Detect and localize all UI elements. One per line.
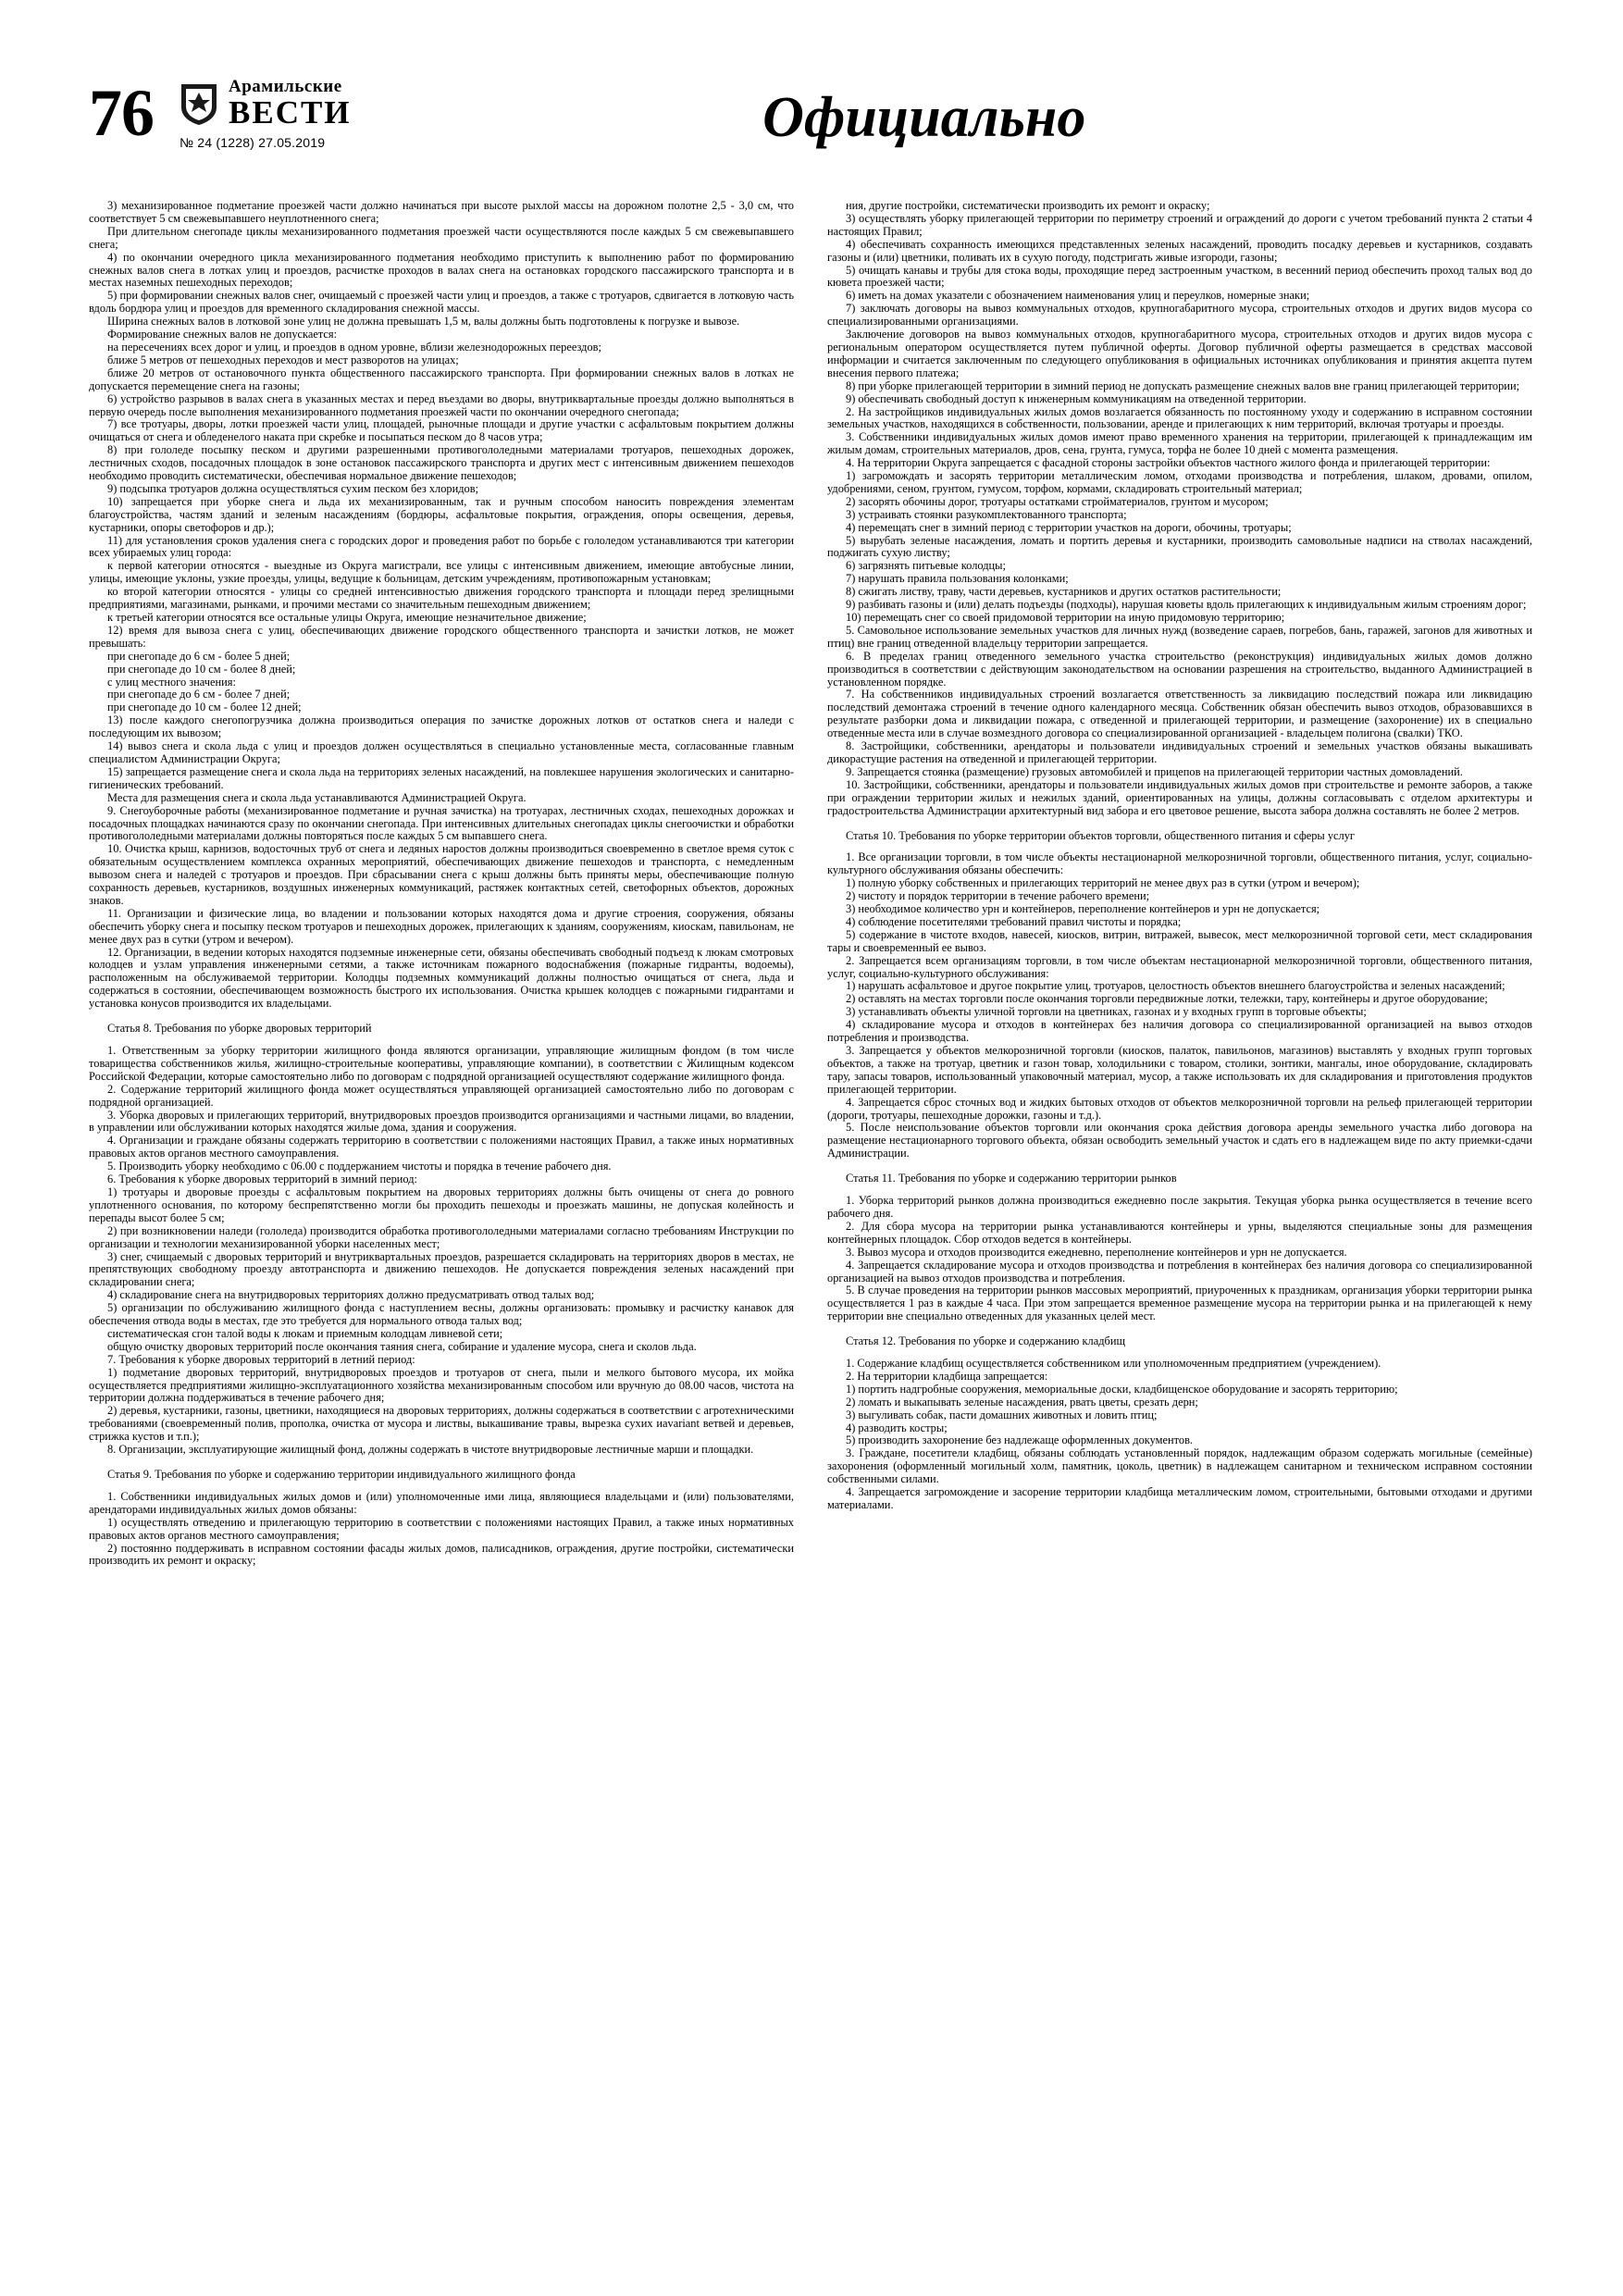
- paragraph: ближе 5 метров от пешеходных переходов и мест разворотов на улицах;: [107, 353, 459, 366]
- article-heading: Статья 10. Требования по уборке территории объектов торговли, общественного питания и сферы услуг: [846, 828, 1356, 842]
- paragraph: 1) подметание дворовых территорий, внутридворовых проездов и тротуаров от снега, пыли и мелкого бытового мусора, их мойка осуществляется предприятиями жилищно-эксплуатационного хозяйства механизированным способом или вручную до 08.00 часов, чистота на территории должна поддерживаться в течение рабочего дня;: [89, 1365, 794, 1405]
- paragraph: 2. Содержание территорий жилищного фонда может осуществляться управляющей организацией самостоятельно либо по договорам с подрядной организацией.: [89, 1082, 794, 1109]
- article-columns: [89, 200, 1534, 1568]
- paragraph: 5. Производить уборку необходимо с 06.00 с поддержанием чистоты и порядка в течение рабочего дня.: [107, 1160, 612, 1173]
- paragraph: 7) нарушать правила пользования колонками;: [846, 572, 1069, 586]
- paragraph: Ширина снежных валов в лотковой зоне улиц не должна превышать 1,5 м, валы должны быть подготовлены к погрузке и вывозе.: [107, 315, 740, 329]
- paragraph: 2. На застройщиков индивидуальных жилых домов возлагается обязанность по постоянному уходу и содержанию в исправном состоянии земельных участков, находящихся в собственности, пользовании, аренде и прилегающих к ним территорий, включая тротуары и проезды.: [827, 404, 1532, 431]
- page-number: 76: [89, 76, 154, 150]
- paragraph: 5. После неиспользование объектов торговли или окончания срока действия договора аренды земельного участка либо договора на размещение нестационарного торгового объекта, обязан освободить земельный участок и сдать его в надлежащем виде по акту приемки-сдачи Администрации.: [827, 1121, 1532, 1160]
- paragraph: 10) перемещать снег со своей придомовой территории на иную придомовую территорию;: [846, 611, 1285, 624]
- section-title: Официально: [762, 86, 1086, 149]
- paragraph: 1) нарушать асфальтовое и другое покрытие улиц, тротуаров, целостность объектов внешнего благоустройства и зеленых насаждений;: [846, 979, 1505, 993]
- paragraph: 4. Организации и граждане обязаны содержать территорию в соответствии с положениями настоящих Правил, а также иных нормативных правовых актов органов местного самоуправления.: [89, 1134, 794, 1160]
- paragraph: 2. Для сбора мусора на территории рынка устанавливаются контейнеры и урны, выделяются специальные зоны для размещения контейнерных площадок. Сбор отходов ведется в контейнеры.: [827, 1219, 1532, 1246]
- paragraph: 6) устройство разрывов в валах снега в указанных местах и перед въездами во дворы, внутриквартальные проезды должно выполняться в первую очередь после выполнения механизированного подметания проезжей части по окончании очередного снегопада;: [89, 391, 794, 418]
- paragraph: 15) запрещается размещение снега и скола льда на территориях зеленых насаждений, на повлекшее нарушения экологических и санитарно-гигиенических требований.: [89, 764, 794, 791]
- paragraph: 3) выгуливать собак, пасти домашних животных и ловить птиц;: [846, 1408, 1158, 1421]
- paragraph: 2) чистоту и порядок территории в течение рабочего времени;: [846, 889, 1150, 903]
- paragraph: 4) соблюдение посетителями требований правил чистоты и порядка;: [846, 914, 1182, 928]
- paragraph: 1. Ответственным за уборку территории жилищного фонда являются организации, управляющие жилищным фондом (в том числе товарищества собственников жилья, жилищно-строительные кооперативы, управляющие компании), в соответствии с Жилищным кодексом Российской Федерации, которые самостоятельно либо по договорам с подрядной организацией осуществляют содержание жилищного фонда.: [89, 1044, 794, 1083]
- left-column: [89, 200, 794, 1568]
- paragraph: 7) все тротуары, дворы, лотки проезжей части улиц, площадей, рыночные площади и другие участки с асфальтовым покрытием должны очищаться от снега и обледенелого наката при скребке и посыпаться песком до 8 часов утра;: [89, 417, 794, 444]
- paragraph: 11. Организации и физические лица, во владении и пользовании которых находятся дома и другие строения, сооружения, обязаны обеспечить уборку снега и посыпку песком тротуаров и пешеходных дорожек, прилегающих к зданиям, сооружениям, киоскам, павильонам, не менее двух раз в сутки (утром и вечером).: [89, 906, 794, 946]
- paragraph: 12. Организации, в ведении которых находятся подземные инженерные сети, обязаны обеспечивать свободный подъезд к люкам смотровых колодцев и узлам управления инженерными сетями, а также источникам пожарного водоснабжения (пожарные гидранты, водоемы), расположенным на обслуживаемой территории. Колодцы подземных коммуникаций должны полностью очищаться от снега, льда и содержаться в состоянии, обеспечивающем возможность быстрого их использования. Очистка крышек колодцев с пожарными гидрантами и установка конусов производится их владельцами.: [89, 945, 794, 1011]
- paragraph: 3) устанавливать объекты уличной торговли на цветниках, газонах и у входных групп в торговые объекты;: [846, 1005, 1367, 1019]
- paragraph: 7) заключать договоры на вывоз коммунальных отходов, крупногабаритного мусора, строительных отходов и других видов мусора со специализированными организациями.: [827, 302, 1532, 329]
- paragraph: 1) осуществлять отведению и прилегающую территорию в соответствии с положениями настоящих Правил, а также иных нормативных правовых актов органов местного самоуправления;: [89, 1515, 794, 1542]
- paragraph: 5) очищать канавы и трубы для стока воды, проходящие перед застроенным участком, в весенний период обеспечить проход талых вод до кювета проезжей части;: [827, 263, 1532, 290]
- paragraph: 4. Запрещается сброс сточных вод и жидких бытовых отходов от объектов мелкорозничной торговли на рельеф прилегающей территории (дороги, тротуары, пешеходные дорожки, газоны и т.д.).: [827, 1095, 1532, 1122]
- logo-top-word: Арамильские: [229, 77, 342, 96]
- paragraph: 3. Вывоз мусора и отходов производится ежедневно, переполнение контейнеров и урн не допускается.: [846, 1245, 1347, 1259]
- paragraph: 1) тротуары и дворовые проезды с асфальтовым покрытием на дворовых территориях должны быть очищены от снега до ровного уплотненного основания, по которому беспрепятственно могли бы проходить пешеходы и проезжать машины, не допуская колейность и перепады высот более 5 см;: [89, 1185, 794, 1224]
- paragraph: 2) деревья, кустарники, газоны, цветники, находящиеся на дворовых территориях, должны содержаться в соответствии с агротехническими требованиями (своевременный полив, прополка, очистка от мусора и листвы, выкашивание травы, вырезка сухих иavariant ветвей и деревьев, стрижка кустов и т.п.);: [89, 1404, 794, 1444]
- paragraph: 2) ломать и выкапывать зеленые насаждения, рвать цветы, срезать дерн;: [846, 1395, 1198, 1409]
- paragraph: с улиц местного значения:: [107, 675, 236, 689]
- paragraph: 3. Уборка дворовых и прилегающих территорий, внутридворовых проездов производится организациями и частными лицами, во владении, в управлении или обслуживании которых находятся жилые дома, здания и сооружения.: [89, 1108, 794, 1135]
- paragraph: 9. Снегоуборочные работы (механизированное подметание и ручная зачистка) на тротуарах, лестничных сходах, пешеходных дорожках и посадочных площадках начинаются сразу по окончании снегопада. При интенсивных длительных снегопадах циклы снегоочистки и обработки противогололедными материалами должны повторяться после каждых 5 см выпавшего снега.: [89, 803, 794, 843]
- paragraph: 6. Требования к уборке дворовых территорий в зимний период:: [107, 1173, 417, 1186]
- paragraph: на пересечениях всех дорог и улиц, и проездов в одном уровне, вблизи железнодорожных переездов;: [107, 340, 601, 354]
- paragraph: 4) разводить костры;: [846, 1421, 948, 1434]
- paragraph: 3) осуществлять уборку прилегающей территории по периметру строений и ограждений до дороги с учетом требований пункта 2 статьи 4 настоящих Правил;: [827, 211, 1532, 238]
- paragraph: 5) содержание в чистоте входов, навесей, киосков, витрин, витражей, вывесок, мест мелкорозничной торговой сети, мест складирования тары и своевременный ее вывоз.: [827, 927, 1532, 954]
- paragraph: при снегопаде до 6 см - более 7 дней;: [107, 688, 291, 701]
- paragraph: 1. Собственники индивидуальных жилых домов и (или) уполномоченные ими лица, являющиеся владельцами и (или) пользователями, арендаторами индивидуальных жилых домов обязаны:: [89, 1489, 794, 1516]
- paragraph: к первой категории относятся - выездные из Округа магистрали, все улицы с интенсивным движением, имеющие автобусные линии, улицы, имеющие уклоны, узкие проезды, улицы, ведущие к больницам, детским учреждениям, противопожарным установкам;: [89, 559, 794, 586]
- paragraph: 8) при гололеде посыпку песком и другими разрешенными противогололедными материалами тротуаров, пешеходных дорожек, лестничных сходов, посадочных площадок в зоне остановок пассажирского транспорта и других мест с интенсивным движением пешеходов необходимо проводить систематически, обеспечивая нормальное движение пешеходов;: [89, 443, 794, 483]
- paragraph: к третьей категории относятся все остальные улицы Округа, имеющие незначительное движение;: [107, 611, 587, 624]
- article-heading: Статья 9. Требования по уборке и содержанию территории индивидуального жилищного фонда: [107, 1468, 576, 1481]
- paragraph: 1. Содержание кладбищ осуществляется собственником или уполномоченным предприятием (учреждением).: [846, 1357, 1381, 1371]
- paragraph: 9. Запрещается стоянка (размещение) грузовых автомобилей и прицепов на прилегающей территории частных домовладений.: [846, 764, 1463, 778]
- paragraph: Формирование снежных валов не допускается:: [107, 328, 338, 341]
- paragraph: 4. Запрещается загромождение и засорение территории кладбища металлическим ломом, строительными, бытовыми отходами и другими материалами.: [827, 1485, 1532, 1511]
- paragraph: 9) разбивать газоны и (или) делать подъезды (подходы), нарушая кюветы вдоль прилегающих к индивидуальным жилым строениям дорог;: [846, 598, 1527, 612]
- coat-of-arms-icon: [178, 81, 220, 126]
- paragraph: 1) портить надгробные сооружения, мемориальные доски, кладбищенское оборудование и засорять территорию;: [846, 1382, 1398, 1396]
- paragraph: 6. В пределах границ отведенного земельного участка строительство (реконструкция) индивидуальных жилых домов должно производиться в соответствии с действующим законодательством на основании разрешения на строительство, выданного Администрацией в установленном порядке.: [827, 649, 1532, 689]
- paragraph: 8) сжигать листву, траву, части деревьев, кустарников и других остатков растительности;: [846, 585, 1282, 599]
- paragraph: 3. Запрещается у объектов мелкорозничной торговли (киосков, палаток, павильонов, магазинов) выставлять у входных групп торговых объектов, а также на тротуар, цветник и газон товар, холодильники с товаром, столики, зонтики, мангалы, иное оборудование, складировать тару, запасы товаров, использованный упаковочный материал, мусор, а также использовать их для складирования и приготовления продуктов прилегающей территории.: [827, 1044, 1532, 1096]
- paragraph: 6) загрязнять питьевые колодцы;: [846, 559, 1006, 573]
- paragraph: 5. Самовольное использование земельных участков для личных нужд (возведение сараев, погребов, бань, гаражей, загонов для животных и птиц) вне границ отведенной владельцу территории запрещается.: [827, 623, 1532, 650]
- paragraph: 8. Организации, эксплуатирующие жилищный фонд, должны содержать в чистоте внутридворовые лестничные марши и площадки.: [107, 1443, 754, 1457]
- paragraph: 8. Застройщики, собственники, арендаторы и пользователи индивидуальных строений и земельных участков обязаны выкашивать дикорастущие растения на отведенной и прилегающей территории.: [827, 739, 1532, 765]
- paragraph: Заключение договоров на вывоз коммунальных отходов, крупногабаритного мусора, строительных отходов и других видов мусора с региональным оператором осуществляется путем публичной оферты. Договор публичной оферты размещается в средствах массовой информации и считается заключенным по следующего опубликования в официальных источниках опубликования и принятия акцепта путем внесения первого платежа;: [827, 328, 1532, 379]
- right-column: [827, 200, 1532, 1512]
- paragraph: при снегопаде до 10 см - более 8 дней;: [107, 662, 296, 676]
- paragraph: 11) для установления сроков удаления снега с городских дорог и проведения работ по борьбе с гололедом устанавливаются три категории всех убираемых улиц города:: [89, 533, 794, 560]
- paragraph: 4) складирование снега на внутридворовых территориях должно предусматривать отвод талых вод;: [107, 1288, 595, 1302]
- paragraph: ко второй категории относятся - улицы со средней интенсивностью движения городского транспорта и площади перед зрелищными предприятиями, магазинами, рынками, и прочими местами со значительным пешеходным движением;: [89, 585, 794, 612]
- paragraph: при снегопаде до 10 см - более 12 дней;: [107, 701, 302, 714]
- paragraph: 2) при возникновении наледи (гололеда) производится обработка противогололедными материалами согласно требованиям Инструкции по организации и технологии механизированной уборки населенных мест;: [89, 1223, 794, 1250]
- paragraph: 3. Граждане, посетители кладбищ, обязаны соблюдать установленный порядок, надлежащим образом содержать могильные (семейные) захоронения (оформленный могильный холм, памятник, цоколь, цветник) в надлежащем санитарном и техническом исправном состоянии собственными силами.: [827, 1446, 1532, 1486]
- paragraph: 9) подсыпка тротуаров должна осуществляться сухим песком без хлоридов;: [107, 481, 479, 495]
- article-heading: Статья 12. Требования по уборке и содержанию кладбищ: [846, 1334, 1126, 1348]
- paragraph: 9) обеспечивать свободный доступ к инженерным коммуникациям на отведенной территории.: [846, 391, 1307, 405]
- paragraph: 3) снег, счищаемый с дворовых территорий и внутриквартальных проездов, разрешается складировать на территориях дворов в местах, не препятствующих свободному проезду автотранспорта и движению пешеходов. Не допускается повреждения зеленых насаждений при складировании снега;: [89, 1249, 794, 1289]
- logo-wordmark: [229, 78, 352, 129]
- paragraph: 4) обеспечивать сохранность имеющихся представленных зеленых насаждений, проводить посадку деревьев и кустарников, создавать газоны и (или) цветники, поливать их в сухую погоду, подстригать живые изгороди, газоны;: [827, 237, 1532, 264]
- paragraph: общую очистку дворовых территорий после окончания таяния снега, собирание и удаление мусора, снега и сколов льда.: [107, 1339, 697, 1353]
- paragraph: систематическая сгон талой воды к люкам и приемным колодцам ливневой сети;: [107, 1326, 503, 1340]
- masthead: [89, 72, 1534, 176]
- article-heading: Статья 11. Требования по уборке и содержанию территории рынков: [846, 1172, 1177, 1185]
- paragraph: При длительном снегопаде циклы механизированного подметания проезжей части осуществляются после каждых 5 см свежевыпавшего снега;: [89, 224, 794, 251]
- paragraph: 1. Уборка территорий рынков должна производиться ежедневно после закрытия. Текущая уборка рынка осуществляется в течение всего рабочего дня.: [827, 1194, 1532, 1220]
- paragraph: 5) производить захоронение без надлежаще оформленных документов.: [846, 1433, 1194, 1447]
- paragraph: 5. В случае проведения на территории рынков массовых мероприятий, приуроченных к праздникам, организация уборки территории рынка осуществляется 1 раз в каждые 4 часа. При этом запрещается временное размещение мусора на территории рынка и на прилегающей к нему территории вне специально отведенных для указанных целей мест.: [827, 1284, 1532, 1323]
- issue-line: № 24 (1228) 27.05.2019: [180, 135, 326, 150]
- paragraph: 1) загромождать и засорять территории металлическим ломом, отходами производства и потребления, шлаком, дровами, опилом, удобрениями, сеном, грунтом, гумусом, торфом, кормами, складировать строительный материал;: [827, 469, 1532, 495]
- paragraph: Места для размещения снега и скола льда устанавливаются Администрацией Округа.: [107, 790, 527, 804]
- paragraph: 5) вырубать зеленые насаждения, ломать и портить деревья и кустарники, производить самовольные надписи на стволах насаждений, поджигать сухую листву;: [827, 533, 1532, 560]
- logo-bottom-word: ВЕСТИ: [229, 94, 352, 130]
- paragraph: 13) после каждого снегопогрузчика должна производиться операция по зачистке дорожных лотков от остатков снега и наледи с последующим их вывозом;: [89, 714, 794, 740]
- paragraph: 8) при уборке прилегающей территории в зимний период не допускать размещение снежных валов вне границ прилегающей территории;: [846, 379, 1520, 392]
- paragraph: 10) запрещается при уборке снега и льда их механизированным, так и ручным способом наносить повреждения элементам благоустройства, частям зданий и зеленым насаждениям (бордюры, асфальтовые покрытия, ограждения, опоры освещения, деревья, кустарники, опоры светофоров и др.);: [89, 494, 794, 534]
- paragraph: 7. Требования к уборке дворовых территорий в летний период:: [107, 1352, 415, 1366]
- paragraph: 4) складирование мусора и отходов в контейнерах без наличия договора со специализированной организацией на вывоз отходов потребления и производства.: [827, 1018, 1532, 1045]
- paragraph: 12) время для вывоза снега с улиц, обеспечивающих движение городского общественного транспорта и зачистки лотков, не может превышать:: [89, 623, 794, 650]
- newspaper-logo: [178, 72, 352, 150]
- paragraph: 4. На территории Округа запрещается с фасадной стороны застройки объектов частного жилого фонда и прилегающей территории:: [846, 456, 1491, 470]
- paragraph: 5) при формировании снежных валов снег, очищаемый с проезжей части улиц и проездов, а также с тротуаров, сдвигается в лотковую часть вдоль бордюра улиц и проездов для временного складирования снежной массы.: [89, 289, 794, 316]
- paragraph: 4) по окончании очередного цикла механизированного подметания необходимо приступить к выполнению работ по формированию снежных валов снега в лотках улиц и проездов, расчистке проходов в валах снега на остановках городского пассажирского транспорта и в местах наземных пешеходных переходов;: [89, 250, 794, 290]
- paragraph: при снегопаде до 6 см - более 5 дней;: [107, 649, 291, 663]
- paragraph: 2. Запрещается всем организациям торговли, в том числе объектам нестационарной мелкорозничной торговли, общественного питания, услуг, социально-культурного обслуживания:: [827, 953, 1532, 980]
- paragraph: ния, другие постройки, систематически производить их ремонт и окраску;: [846, 199, 1210, 212]
- paragraph: 5) организации по обслуживанию жилищного фонда с наступлением весны, должны организовать: промывку и расчистку канавок для обеспечения отвода воды в местах, где это требуется для нормального отвода талых вод;: [89, 1301, 794, 1328]
- article-heading: Статья 8. Требования по уборке дворовых территорий: [107, 1022, 372, 1036]
- paragraph: 4. Запрещается складирование мусора и отходов производства и потребления в контейнерах без наличия договора со специализированной организацией на вывоз отходов производства и потребления.: [827, 1258, 1532, 1285]
- paragraph: 2. На территории кладбища запрещается:: [846, 1369, 1048, 1383]
- paragraph: 10. Застройщики, собственники, арендаторы и пользователи индивидуальных жилых домов при строительстве и ремонте заборов, а также при ограждении территории жилых и нежилых зданий, ориентированных на улицы, должны согласовывать с отделом архитектуры и градостроительства Администрации архитектурный вид забора и его цветовое решение, высота забора должна составлять не более 2 метров.: [827, 777, 1532, 817]
- paragraph: 7. На собственников индивидуальных строений возлагается ответственность за ликвидацию последствий пожара или ликвидацию последствий демонтажа строений в течение одного календарного месяца. Собственник обязан обеспечить вывоз отходов, образовавшихся в результате разборки дома и ликвидации пожара, с отведенной и прилегающей территории, и размещение (захоронение) их в специально отведенные места или в случае возмездного договора со специализированной организацией - владельцем полигона (свалки) ТКО.: [827, 688, 1532, 740]
- paragraph: 2) оставлять на местах торговли после окончания торговли передвижные лотки, тележки, тару, контейнеры и другое оборудование;: [846, 992, 1488, 1006]
- paragraph: 1) полную уборку собственных и прилегающих территорий не менее двух раз в сутки (утром и вечером);: [846, 876, 1360, 890]
- paragraph: 2) засорять обочины дорог, тротуары остатками стройматериалов, грунтом и мусором;: [846, 494, 1269, 508]
- paragraph: ближе 20 метров от остановочного пункта общественного пассажирского транспорта. При формировании снежных валов в лотках не допускается перемещение снега на газоны;: [89, 366, 794, 392]
- paragraph: 6) иметь на домах указатели с обозначением наименования улиц и переулков, номерные знаки;: [846, 289, 1310, 303]
- paragraph: 3) механизированное подметание проезжей части должно начинаться при высоте рыхлой массы на дорожном полотне 2,5 - 3,0 см, что соответствует 5 см свежевыпавшего неуплотненного снега;: [89, 199, 794, 225]
- paragraph: 1. Все организации торговли, в том числе объекты нестационарной мелкорозничной торговли, общественного питания, услуг, социально-культурного обслуживания обязаны обеспечить:: [827, 850, 1532, 877]
- paragraph: 10. Очистка крыш, карнизов, водосточных труб от снега и ледяных наростов должны производиться своевременно в светлое время суток с обязательным осуществлением комплекса охранных мероприятий, обеспечивающих движение пешеходов и транспорта, с немедленным вывозом снега и наледей с тротуаров и проездов. При сбрасывании снега с крыш должны быть приняты меры, обеспечивающие полную сохранность деревьев, кустарников, воздушных инженерных коммуникаций, растяжек контактных сетей, светофорных объектов, дорожных знаков.: [89, 842, 794, 907]
- paragraph: 3) устраивать стоянки разукомплектованного транспорта;: [846, 507, 1127, 521]
- paragraph: 3. Собственники индивидуальных жилых домов имеют право временного хранения на территории, прилегающей к принадлежащим им жилым домам, строительных материалов, дров, сена, грунта, гумуса, торфа не более 10 дней с момента размещения.: [827, 430, 1532, 457]
- paragraph: 3) необходимое количество урн и контейнеров, переполнение контейнеров и урн не допускается;: [846, 902, 1320, 916]
- logo-row: [178, 78, 352, 129]
- paragraph: 14) вывоз снега и скола льда с улиц и проездов должен осуществляться в специально установленные места, согласованные главным специалистом Администрации Округа;: [89, 739, 794, 765]
- paragraph: 4) перемещать снег в зимний период с территории участков на дороги, обочины, тротуары;: [846, 520, 1292, 534]
- paragraph: 2) постоянно поддерживать в исправном состоянии фасады жилых домов, палисадников, ограждения, другие постройки, систематически производить их ремонт и окраску;: [89, 1541, 794, 1568]
